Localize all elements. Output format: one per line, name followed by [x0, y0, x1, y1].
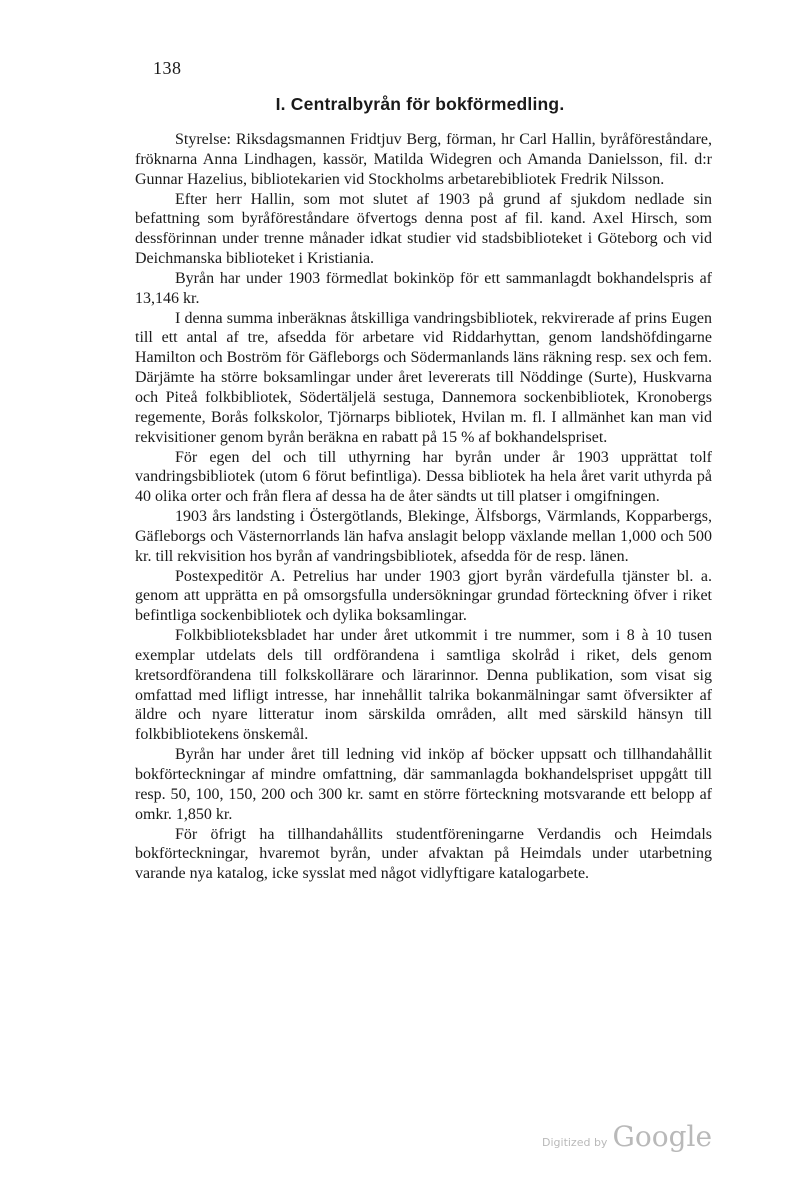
paragraph: Byrån har under året till ledning vid inköp af böcker uppsatt och tillhandahållit bokförteckningar af mindre omfattning, där sammanlagda bokhandelspriset uppgått till resp. 50, 100, 150, 200 och 300 kr. samt en större förteckning motsvarande ett belopp af omkr. 1,850 kr.: [135, 746, 712, 823]
digitized-watermark: [542, 1120, 712, 1153]
paragraph: Byrån har under 1903 förmedlat bokinköp för ett sammanlagdt bokhandelspris af 13,146 kr.: [135, 269, 712, 307]
paragraph: Efter herr Hallin, som mot slutet af 1903 på grund af sjukdom nedlade sin befattning som byråföreståndare öfvertogs denna post af fil. kand. Axel Hirsch, som dessförinnan under trenne månader idkat studier vid stadsbiblioteket i Göteborg och vid Deichmanska biblioteket i Kristiania.: [135, 190, 712, 268]
paragraph: För öfrigt ha tillhandahållits studentföreningarne Verdandis och Heimdals bokförteckningar, hvaremot byrån, under afvaktan på Heimdals under utarbetning varande nya katalog, icke sysslat med något vidlyftigare katalogarbete.: [135, 825, 712, 883]
watermark-prefix: Digitized by: [542, 1136, 608, 1149]
body-text: [135, 130, 712, 884]
paragraph: Styrelse: Riksdagsmannen Fridtjuv Berg, förman, hr Carl Hallin, byråföreståndare, fröknarna Anna Lindhagen, kassör, Matilda Widegren och Amanda Danielsson, fil. d:r Gunnar Hazelius, bibliotekarien vid Stockholms arbetarebibliotek Fredrik Nilsson.: [135, 131, 712, 188]
paragraph: Folkbiblioteksbladet har under året utkommit i tre nummer, som i 8 à 10 tusen exemplar utdelats dels till ordförandena i samtliga skolråd i riket, dels genom kretsordförandena till folkskollärare och lärarinnor. Denna publikation, som visat sig omfattad med lifligt intresse, har innehållit talrika bokanmälningar samt öfversikter af äldre och nyare litteratur inom särskilda områden, allt med särskild hänsyn till folkbibliotekens önskemål.: [135, 627, 712, 744]
paragraph: Postexpeditör A. Petrelius har under 1903 gjort byrån värdefulla tjänster bl. a. genom att upprätta en på omsorgsfulla undersökningar grundad förteckning öfver i riket befintliga sockenbibliotek och dylika boksamlingar.: [135, 567, 712, 625]
google-logo: Google: [612, 1120, 713, 1153]
paragraph: 1903 års landsting i Östergötlands, Blekinge, Älfsborgs, Värmlands, Kopparbergs, Gäfleborgs och Västernorrlands län hafva anslagit belopp växlande mellan 1,000 och 500 kr. till rekvisition hos byrån af vandringsbibliotek, afsedda för de resp. länen.: [135, 508, 712, 565]
section-heading: I. Centralbyrån för bokförmedling.: [275, 94, 565, 114]
paragraph: För egen del och till uthyrning har byrån under år 1903 upprättat tolf vandringsbibliotek (utom 6 förut befintliga). Dessa bibliotek ha hela året varit uthyrda på 40 olika orter och från flera af dessa ha de åter sändts ut till platser i omgifningen.: [135, 448, 712, 506]
paragraph: I denna summa inberäknas åtskilliga vandringsbibliotek, rekvirerade af prins Eugen till ett antal af tre, afsedda för arbetare vid Riddarhyttan, genom landshöfdingarne Hamilton och Boström för Gäfleborgs och Södermanlands läns räkning resp. sex och fem. Därjämte ha större boksamlingar under året levererats till Nöddinge (Surte), Huskvarna och Piteå folkbibliotek, Södertäljelä sestuga, Dannemora sockenbibliotek, Kronobergs regemente, Borås folkskolor, Tjörnarps bibliotek, Hvilan m. fl. I allmänhet kan man vid rekvisitioner genom byrån beräkna en rabatt på 15 % af bokhandelspriset.: [135, 309, 712, 446]
page-number: 138: [153, 58, 182, 78]
